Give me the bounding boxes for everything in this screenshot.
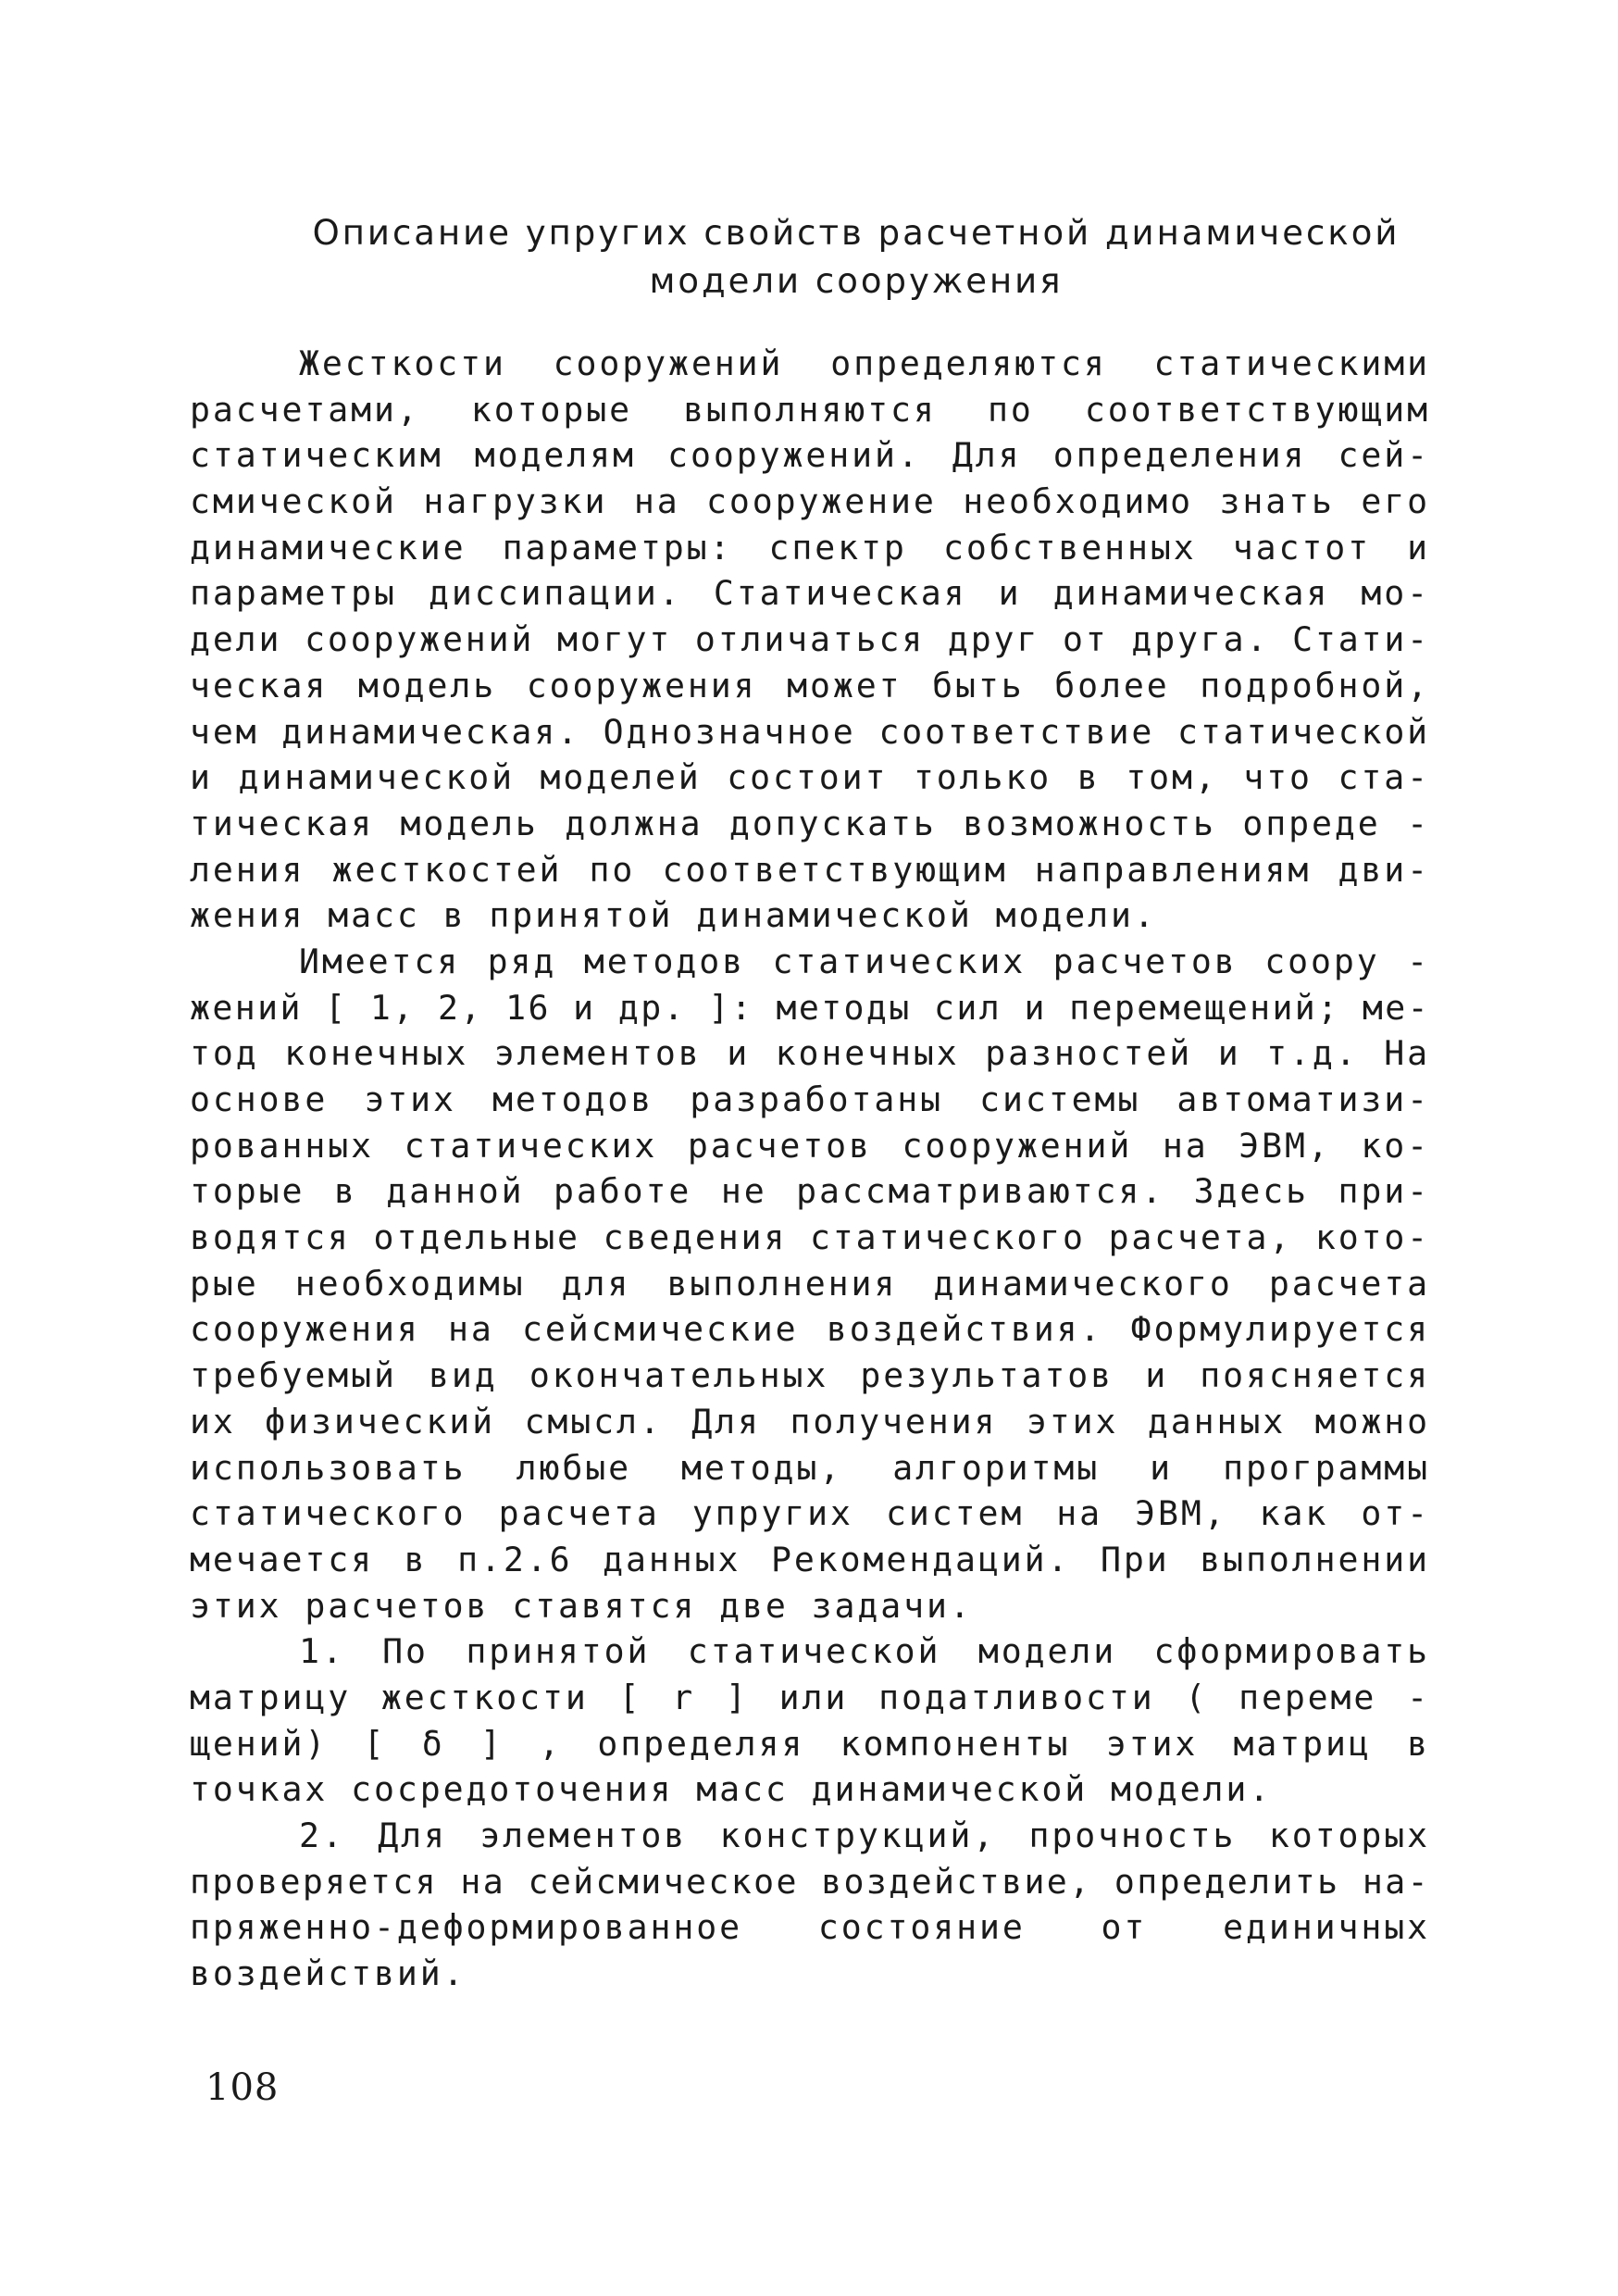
text-line: основе этих методов разработаны системы автоматизи- <box>190 1079 1430 1119</box>
text-line: статического расчета упругих систем на ЭВМ, как от- <box>190 1493 1430 1534</box>
text-line: воздействий. <box>190 1953 467 1994</box>
text-line: использовать любые методы, алгоритмы и программы <box>190 1447 1430 1488</box>
text-line: рованных статических расчетов сооружений на ЭВМ, ко- <box>190 1125 1430 1166</box>
text-line: их физический смысл. Для получения этих данных можно <box>190 1401 1430 1441</box>
text-line: требуемый вид окончательных результатов и поясняется <box>190 1355 1430 1396</box>
text-line: параметры диссипации. Статическая и динамическая мо- <box>190 573 1430 614</box>
text-line: 1. По принятой статической модели сформировать <box>299 1631 1430 1672</box>
text-line: жений [ 1, 2, 16 и др. ]: методы сил и перемещений; ме- <box>190 987 1430 1028</box>
text-line: смической нагрузки на сооружение необходимо знать его <box>190 481 1430 522</box>
section-title <box>278 209 1435 306</box>
text-line: щений) [ δ ] , определяя компоненты этих матриц в <box>190 1723 1430 1764</box>
text-line: тод конечных элементов и конечных разностей и т.д. На <box>190 1033 1430 1074</box>
text-line: мечается в п.2.6 данных Рекомендаций. При выполнении <box>190 1539 1430 1579</box>
text-line: проверяется на сейсмическое воздействие, определить на- <box>190 1861 1430 1902</box>
text-line: рые необходимы для выполнения динамического расчета <box>190 1263 1430 1304</box>
text-line: и динамической моделей состоит только в том, что ста- <box>190 757 1430 798</box>
text-line: водятся отдельные сведения статического расчета, кото- <box>190 1217 1430 1258</box>
text-line: матрицу жесткости [ r ] или податливости ( переме - <box>190 1677 1430 1717</box>
text-line: статическим моделям сооружений. Для определения сей- <box>190 435 1430 476</box>
title-line-1: Описание упругих свойств расчетной динамической <box>312 213 1400 253</box>
text-line: 2. Для элементов конструкций, прочность которых <box>299 1816 1430 1855</box>
text-line: торые в данной работе не рассматриваются. Здесь при- <box>190 1171 1430 1212</box>
text-line: чем динамическая. Однозначное соответствие статической <box>190 711 1430 752</box>
text-line: пряженно-деформированное состояние от единичных <box>190 1907 1430 1948</box>
body-text <box>190 341 1430 1997</box>
text-line: точках сосредоточения масс динамической модели. <box>190 1769 1273 1810</box>
text-line: этих расчетов ставятся две задачи. <box>190 1585 973 1626</box>
title-line-2: модели сооружения <box>649 261 1064 301</box>
text-line: расчетами, которые выполняются по соответствующим <box>190 389 1430 430</box>
text-line: сооружения на сейсмические воздействия. Формулируется <box>190 1309 1430 1350</box>
text-line: дели сооружений могут отличаться друг от друга. Стати- <box>190 619 1430 660</box>
text-line: ления жесткостей по соответствующим направлениям дви- <box>190 849 1430 890</box>
text-line: Имеется ряд методов статических расчетов соору - <box>299 941 1430 981</box>
text-line: Жесткости сооружений определяются статическими <box>299 343 1430 383</box>
text-line: ческая модель сооружения может быть более подробной, <box>190 665 1430 705</box>
page-number: 108 <box>205 2066 280 2109</box>
text-line: жения масс в принятой динамической модели. <box>190 895 1157 936</box>
text-line: динамические параметры: спектр собственных частот и <box>190 527 1430 568</box>
text-line: тическая модель должна допускать возможность опреде - <box>190 803 1430 843</box>
